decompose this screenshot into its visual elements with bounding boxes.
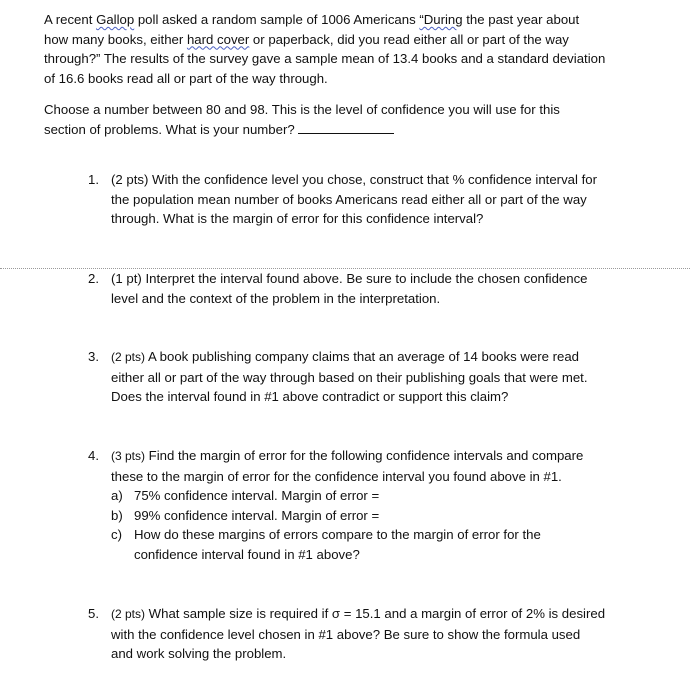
intro-paragraph <box>44 10 644 89</box>
question-body: (3 pts) Find the margin of error for the following confidence intervals and compare these to the margin of error for the confidence interval you found above in #1. a) 75% confidence interval. Margin of error = b) 99% confidence interval. Margin of error = c) How do these margins of errors compare to the margin of error for the confidence interval found in #1 above? <box>111 448 584 562</box>
subquestion-label: a) <box>111 488 123 503</box>
question-number: 4. <box>88 448 99 463</box>
spellcheck-during: “During <box>419 12 463 27</box>
question-number: 3. <box>88 349 99 364</box>
question-number: 2. <box>88 271 99 286</box>
intro-line-3: through?” The results of the survey gave a sample mean of 13.4 books and a standard deviation <box>44 51 606 67</box>
choose-line-1: Choose a number between 80 and 98. This is the level of confidence you will use for this <box>44 102 560 117</box>
intro-line-4: of 16.6 books read all or part of the way through. <box>44 71 328 87</box>
answer-blank[interactable] <box>298 121 394 134</box>
question-body: (2 pts) With the confidence level you chose, construct that % confidence interval for the population mean number of books Americans read either all or part of the way through. What is the margin of error for this confidence interval? <box>111 172 597 227</box>
points-label: (3 pts) <box>111 449 146 463</box>
subquestion-label: b) <box>111 508 123 523</box>
points-label: (2 pts) <box>111 350 146 364</box>
intro-line-2: how many books, either hard cover or paperback, did you read either all or part of the way <box>44 31 569 47</box>
spellcheck-hard-cover: hard cover <box>186 31 250 47</box>
choose-line-2: section of problems. What is your number? <box>44 120 644 140</box>
question-number: 1. <box>88 172 99 187</box>
question-number: 5. <box>88 606 99 621</box>
spellcheck-gallop: Gallop <box>96 12 135 27</box>
points-label: (2 pts) <box>111 607 146 621</box>
intro-line-1: A recent Gallop poll asked a random sample of 1006 Americans “During the past year about <box>44 12 580 27</box>
question-body: (2 pts) A book publishing company claims that an average of 14 books were read either all or part of the way through based on their publishing goals that were met. Does the interval found in #1 above contradict or support this claim? <box>111 349 588 405</box>
subquestion-label: c) <box>111 527 122 542</box>
question-body: (2 pts) What sample size is required if σ = 15.1 and a margin of error of 2% is desired with the confidence level chosen in #1 above? Be sure to show the formula used and work solving the problem. <box>111 606 606 662</box>
question-body: (1 pt) Interpret the interval found above. Be sure to include the chosen confidence level and the context of the problem in the interpretation. <box>111 271 588 306</box>
choose-paragraph <box>44 100 644 139</box>
